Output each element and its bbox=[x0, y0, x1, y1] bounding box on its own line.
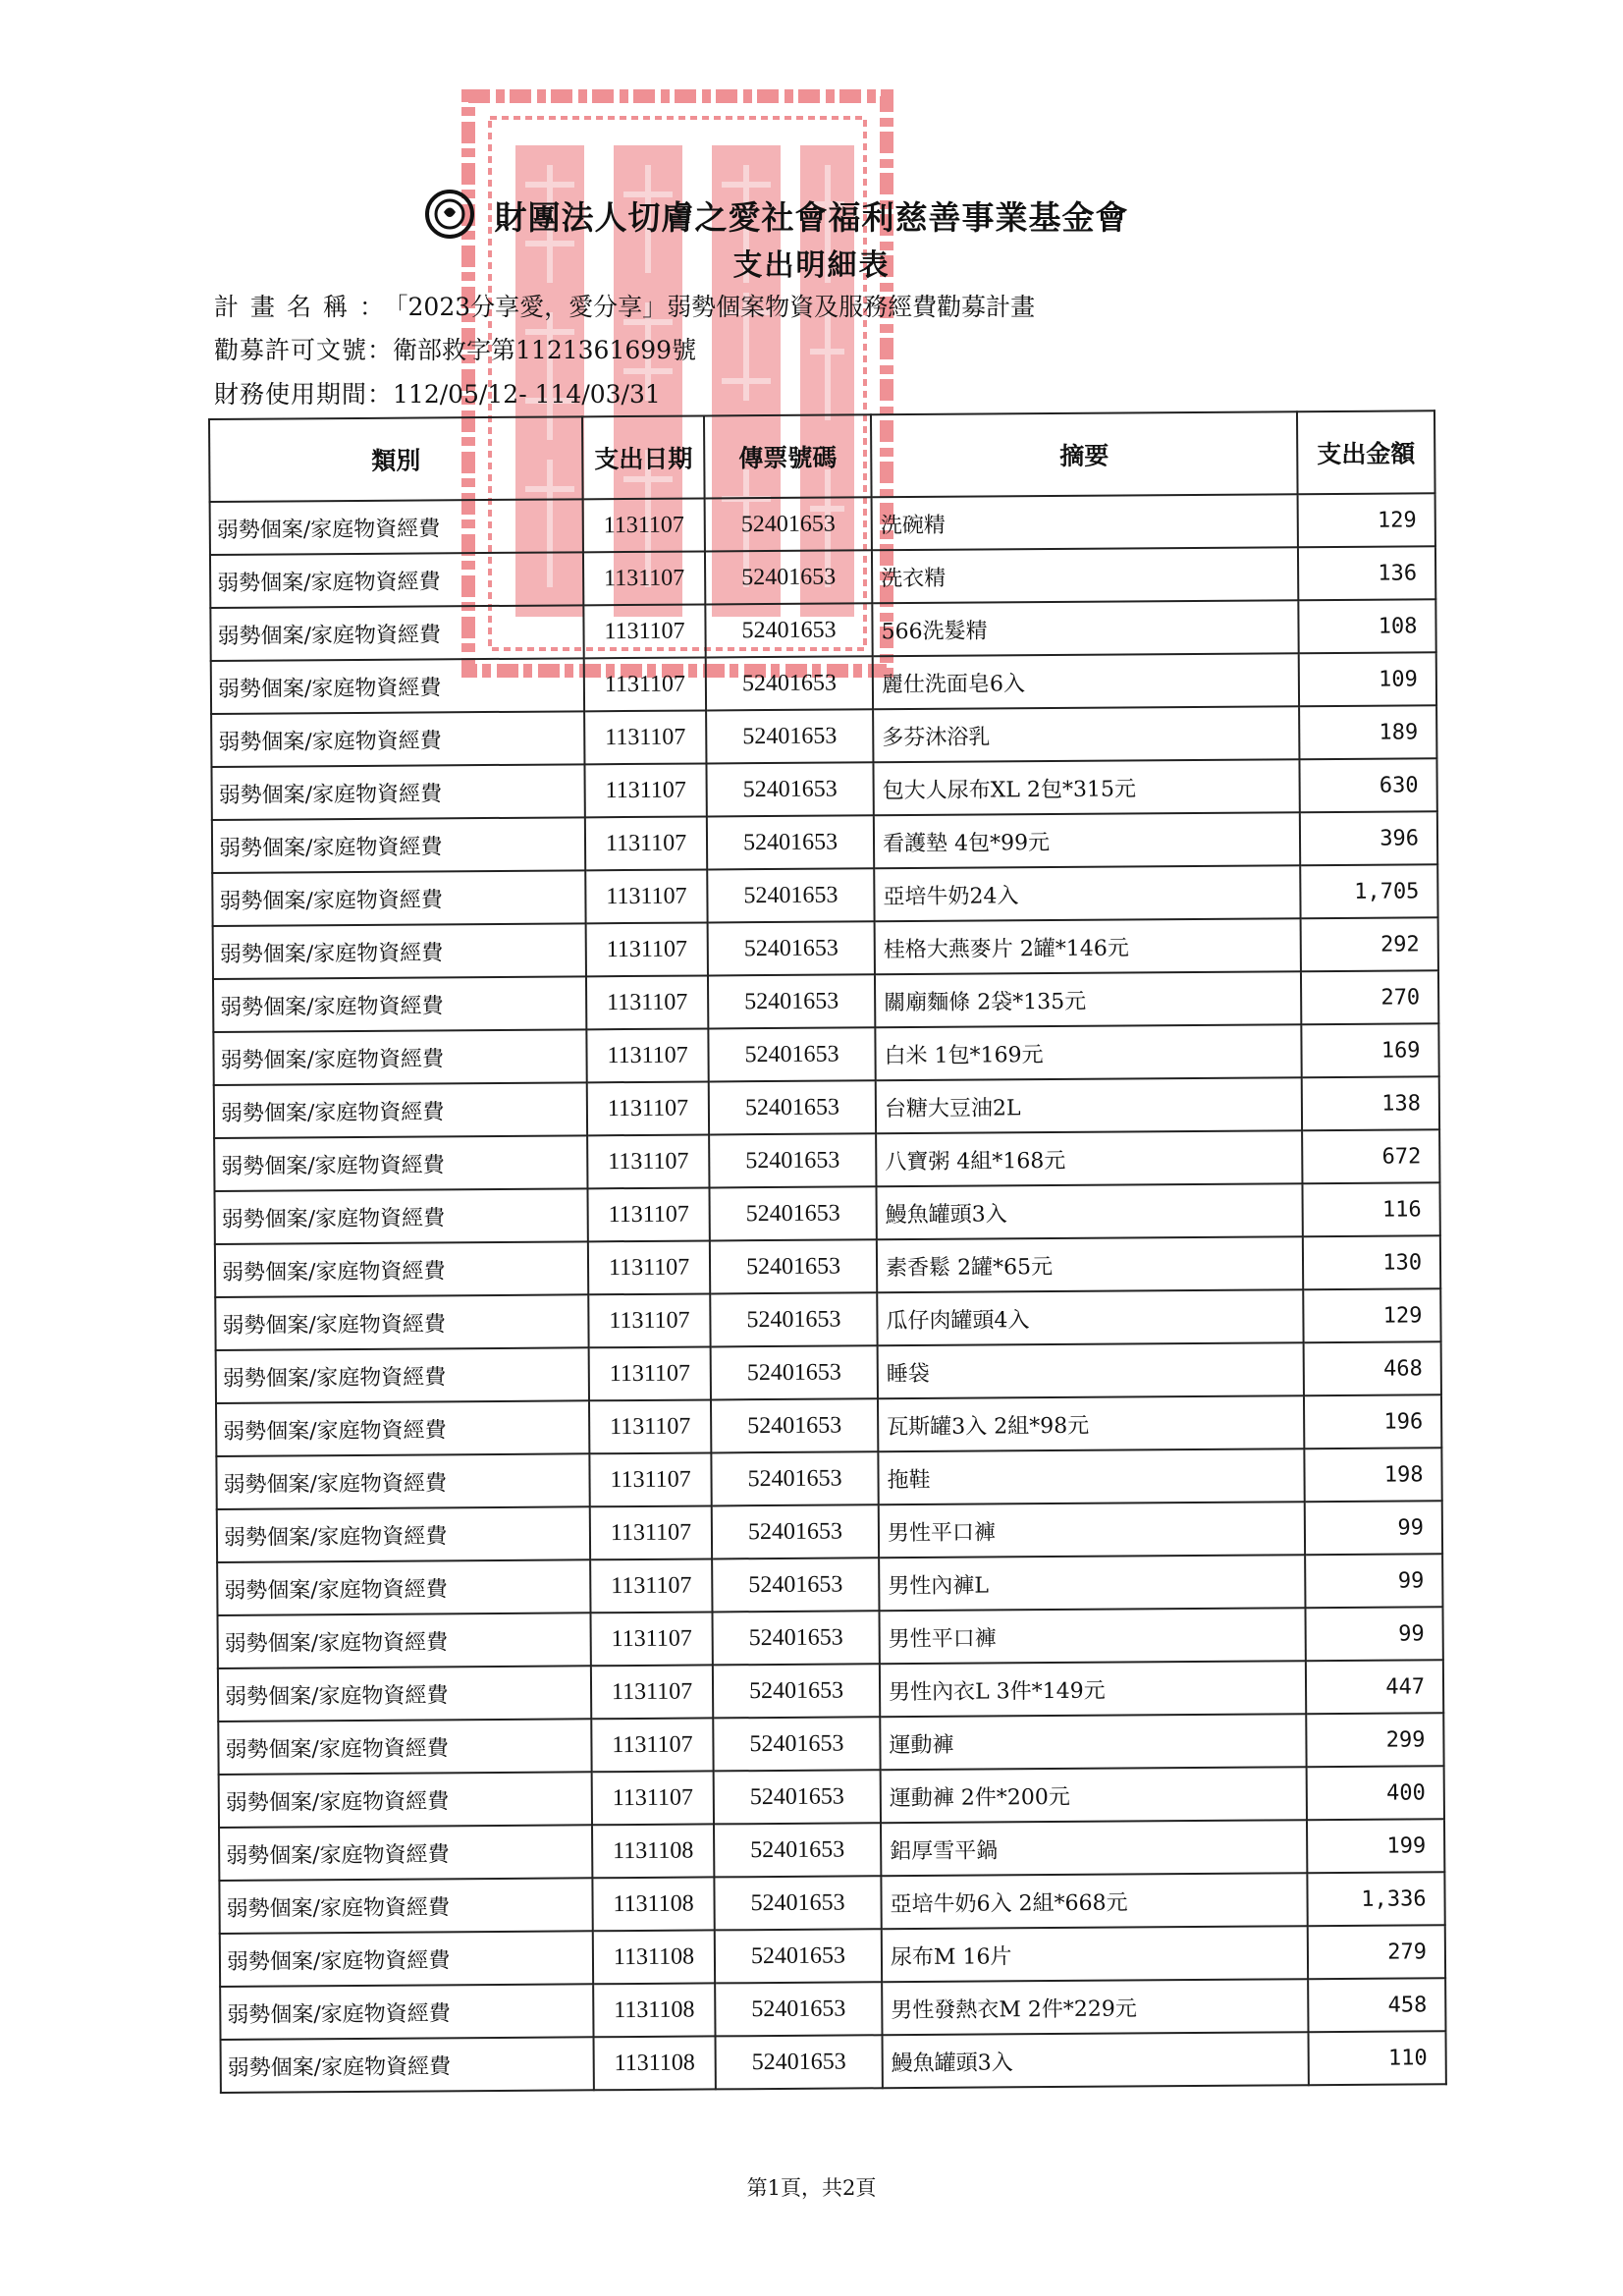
cell-category: 弱勢個案/家庭物資經費 bbox=[210, 552, 583, 608]
cell-description: 鋁厚雪平鍋 bbox=[881, 1820, 1307, 1876]
cell-description: 男性平口褲 bbox=[879, 1608, 1305, 1664]
cell-date: 1131107 bbox=[587, 1134, 709, 1188]
cell-category: 弱勢個案/家庭物資經費 bbox=[219, 1772, 592, 1828]
table-row bbox=[210, 493, 1435, 555]
cell-description: 麗仕洗面皂6入 bbox=[873, 653, 1299, 709]
cell-date: 1131107 bbox=[585, 869, 707, 923]
cell-amount: 110 bbox=[1308, 2031, 1445, 2085]
cell-category: 弱勢個案/家庭物資經費 bbox=[213, 923, 586, 979]
cell-amount: 400 bbox=[1307, 1766, 1444, 1820]
cell-category: 弱勢個案/家庭物資經費 bbox=[214, 1082, 587, 1138]
cell-description: 拖鞋 bbox=[878, 1449, 1304, 1504]
cell-voucher: 52401653 bbox=[706, 656, 873, 710]
cell-date: 1131108 bbox=[594, 2036, 716, 2090]
cell-amount: 99 bbox=[1305, 1554, 1442, 1608]
cell-amount: 196 bbox=[1304, 1394, 1441, 1449]
cell-description: 男性平口褲 bbox=[879, 1502, 1305, 1558]
cell-voucher: 52401653 bbox=[707, 868, 874, 922]
cell-category: 弱勢個案/家庭物資經費 bbox=[212, 817, 585, 873]
table-row bbox=[213, 1023, 1438, 1085]
cell-date: 1131107 bbox=[583, 604, 705, 658]
cell-voucher: 52401653 bbox=[706, 762, 873, 816]
cell-category: 弱勢個案/家庭物資經費 bbox=[218, 1613, 591, 1668]
cell-amount: 99 bbox=[1305, 1501, 1442, 1555]
cell-description: 亞培牛奶24入 bbox=[874, 865, 1300, 921]
cell-voucher: 52401653 bbox=[714, 1876, 881, 1930]
cell-voucher: 52401653 bbox=[706, 709, 873, 763]
cell-amount: 130 bbox=[1303, 1235, 1440, 1289]
cell-voucher: 52401653 bbox=[705, 497, 872, 551]
cell-category: 弱勢個案/家庭物資經費 bbox=[210, 499, 583, 555]
expense-table bbox=[208, 410, 1447, 2094]
cell-description: 運動褲 bbox=[880, 1714, 1306, 1770]
cell-description: 尿布M 16片 bbox=[882, 1926, 1308, 1982]
cell-category: 弱勢個案/家庭物資經費 bbox=[211, 658, 584, 714]
column-header-amount: 支出金額 bbox=[1297, 410, 1435, 494]
table-row bbox=[220, 1978, 1445, 2040]
table-row bbox=[218, 1607, 1443, 1668]
cell-category: 弱勢個案/家庭物資經費 bbox=[213, 976, 586, 1032]
cell-date: 1131107 bbox=[583, 551, 705, 605]
cell-category: 弱勢個案/家庭物資經費 bbox=[220, 1931, 593, 1987]
cell-voucher: 52401653 bbox=[710, 1239, 877, 1293]
cell-category: 弱勢個案/家庭物資經費 bbox=[219, 1825, 592, 1881]
page-number: 第1頁，共2頁 bbox=[746, 2176, 877, 2200]
cell-date: 1131108 bbox=[592, 1824, 714, 1878]
cell-amount: 468 bbox=[1304, 1341, 1441, 1395]
table-row bbox=[218, 1660, 1443, 1722]
cell-description: 男性內褲L bbox=[879, 1555, 1305, 1611]
cell-date: 1131107 bbox=[591, 1612, 713, 1666]
cell-date: 1131107 bbox=[590, 1505, 712, 1559]
cell-category: 弱勢個案/家庭物資經費 bbox=[214, 1135, 587, 1191]
cell-date: 1131107 bbox=[584, 710, 706, 764]
table-row bbox=[214, 1182, 1439, 1244]
cell-date: 1131108 bbox=[592, 1877, 714, 1931]
cell-amount: 116 bbox=[1302, 1182, 1439, 1236]
cell-amount: 136 bbox=[1298, 546, 1435, 600]
cell-amount: 672 bbox=[1302, 1129, 1439, 1183]
cell-voucher: 52401653 bbox=[716, 2035, 883, 2089]
cell-date: 1131107 bbox=[585, 816, 707, 870]
table-row bbox=[217, 1554, 1442, 1615]
cell-description: 鰻魚罐頭3入 bbox=[876, 1183, 1302, 1239]
cell-date: 1131107 bbox=[591, 1718, 713, 1772]
cell-voucher: 52401653 bbox=[713, 1664, 880, 1718]
cell-amount: 129 bbox=[1303, 1288, 1440, 1342]
cell-voucher: 52401653 bbox=[708, 974, 875, 1028]
column-header-date: 支出日期 bbox=[582, 415, 705, 499]
column-header-voucher: 傳票號碼 bbox=[704, 414, 872, 498]
cell-category: 弱勢個案/家庭物資經費 bbox=[215, 1294, 588, 1350]
column-header-description: 摘要 bbox=[871, 411, 1298, 497]
cell-description: 男性內衣L 3件*149元 bbox=[880, 1661, 1306, 1717]
cell-description: 包大人尿布XL 2包*315元 bbox=[873, 759, 1299, 815]
cell-category: 弱勢個案/家庭物資經費 bbox=[217, 1506, 590, 1562]
table-row bbox=[216, 1448, 1441, 1509]
cell-description: 台糖大豆油2L bbox=[876, 1077, 1302, 1133]
table-row bbox=[215, 1235, 1440, 1297]
cell-category: 弱勢個案/家庭物資經費 bbox=[212, 870, 585, 926]
cell-amount: 447 bbox=[1306, 1660, 1443, 1714]
cell-amount: 1,336 bbox=[1307, 1872, 1444, 1926]
plan-name-line bbox=[214, 288, 1035, 323]
cell-description: 八寶粥 4組*168元 bbox=[876, 1130, 1302, 1186]
cell-description: 運動褲 2件*200元 bbox=[881, 1767, 1307, 1823]
cell-category: 弱勢個案/家庭物資經費 bbox=[221, 2037, 594, 2093]
cell-date: 1131107 bbox=[586, 975, 708, 1029]
cell-description: 鰻魚罐頭3入 bbox=[883, 2032, 1309, 2088]
usage-period-line bbox=[214, 375, 661, 410]
cell-date: 1131107 bbox=[586, 922, 708, 976]
cell-date: 1131107 bbox=[583, 498, 705, 552]
cell-date: 1131107 bbox=[586, 1028, 708, 1082]
table-row bbox=[212, 811, 1437, 873]
cell-voucher: 52401653 bbox=[709, 1133, 876, 1187]
cell-voucher: 52401653 bbox=[705, 550, 872, 604]
table-row bbox=[218, 1713, 1443, 1775]
sheet-title: 支出明細表 bbox=[732, 248, 891, 283]
cell-category: 弱勢個案/家庭物資經費 bbox=[218, 1666, 591, 1722]
table-row bbox=[217, 1501, 1442, 1562]
cell-date: 1131107 bbox=[592, 1771, 714, 1825]
table-row bbox=[219, 1766, 1444, 1828]
table-row bbox=[213, 917, 1438, 979]
cell-amount: 169 bbox=[1301, 1023, 1438, 1077]
cell-date: 1131108 bbox=[593, 1983, 715, 2037]
cell-date: 1131107 bbox=[584, 657, 706, 711]
table-row bbox=[213, 970, 1438, 1032]
cell-description: 瓦斯罐3入 2組*98元 bbox=[878, 1395, 1304, 1451]
table-row bbox=[211, 705, 1436, 767]
cell-voucher: 52401653 bbox=[712, 1611, 879, 1665]
cell-date: 1131107 bbox=[588, 1293, 710, 1347]
cell-category: 弱勢個案/家庭物資經費 bbox=[218, 1719, 591, 1775]
table-row bbox=[212, 864, 1437, 926]
cell-date: 1131107 bbox=[590, 1558, 712, 1613]
cell-description: 睡袋 bbox=[878, 1342, 1304, 1398]
cell-category: 弱勢個案/家庭物資經費 bbox=[216, 1400, 589, 1456]
table-row bbox=[216, 1341, 1441, 1403]
cell-voucher: 52401653 bbox=[709, 1186, 876, 1240]
cell-amount: 198 bbox=[1304, 1448, 1441, 1502]
cell-amount: 129 bbox=[1298, 493, 1435, 547]
table-row bbox=[210, 546, 1435, 608]
table-row bbox=[215, 1288, 1440, 1350]
cell-amount: 1,705 bbox=[1300, 864, 1437, 918]
cell-amount: 458 bbox=[1308, 1978, 1445, 2032]
cell-amount: 199 bbox=[1307, 1819, 1444, 1873]
cell-voucher: 52401653 bbox=[710, 1292, 877, 1346]
cell-voucher: 52401653 bbox=[711, 1398, 878, 1452]
cell-date: 1131108 bbox=[593, 1930, 715, 1984]
cell-date: 1131107 bbox=[589, 1346, 711, 1400]
table-row bbox=[210, 599, 1435, 661]
organization-title: 財團法人切膚之愛社會福利慈善事業基金會 bbox=[494, 198, 1129, 237]
cell-voucher: 52401653 bbox=[705, 603, 872, 657]
permit-number-label: 勸募許可文號： bbox=[214, 336, 394, 364]
cell-date: 1131107 bbox=[591, 1665, 713, 1719]
table-row bbox=[211, 652, 1436, 714]
cell-category: 弱勢個案/家庭物資經費 bbox=[215, 1241, 588, 1297]
cell-amount: 138 bbox=[1302, 1076, 1439, 1130]
cell-category: 弱勢個案/家庭物資經費 bbox=[210, 605, 583, 661]
column-header-category: 類別 bbox=[209, 416, 583, 502]
cell-description: 瓜仔肉罐頭4入 bbox=[877, 1289, 1303, 1345]
table-row bbox=[220, 1925, 1445, 1987]
table-row bbox=[219, 1872, 1444, 1934]
usage-period-value: 112/05/12- 114/03/31 bbox=[393, 380, 661, 409]
table-row bbox=[211, 758, 1436, 820]
cell-amount: 292 bbox=[1301, 917, 1438, 971]
cell-description: 桂格大燕麥片 2罐*146元 bbox=[875, 918, 1301, 974]
cell-voucher: 52401653 bbox=[712, 1504, 879, 1558]
cell-category: 弱勢個案/家庭物資經費 bbox=[213, 1029, 586, 1085]
cell-description: 男性發熱衣M 2件*229元 bbox=[882, 1979, 1308, 2035]
plan-name-value: 「2023分享愛，愛分享」弱勢個案物資及服務經費勸募計畫 bbox=[396, 293, 1036, 321]
cell-amount: 396 bbox=[1300, 811, 1437, 865]
cell-date: 1131107 bbox=[584, 763, 706, 817]
cell-voucher: 52401653 bbox=[708, 921, 875, 975]
cell-description: 亞培牛奶6入 2組*668元 bbox=[881, 1873, 1307, 1929]
cell-date: 1131107 bbox=[588, 1240, 710, 1294]
cell-date: 1131107 bbox=[589, 1452, 711, 1506]
permit-number-value: 衛部救字第1121361699號 bbox=[393, 336, 697, 364]
cell-voucher: 52401653 bbox=[714, 1770, 881, 1824]
cell-date: 1131107 bbox=[587, 1081, 709, 1135]
table-row bbox=[214, 1076, 1439, 1138]
cell-category: 弱勢個案/家庭物資經費 bbox=[220, 1984, 593, 2040]
cell-category: 弱勢個案/家庭物資經費 bbox=[211, 711, 584, 767]
cell-voucher: 52401653 bbox=[711, 1345, 878, 1399]
cell-voucher: 52401653 bbox=[707, 815, 874, 869]
cell-voucher: 52401653 bbox=[714, 1823, 881, 1877]
cell-description: 洗衣精 bbox=[872, 547, 1298, 603]
cell-amount: 108 bbox=[1298, 599, 1435, 653]
cell-category: 弱勢個案/家庭物資經費 bbox=[214, 1188, 587, 1244]
cell-description: 多芬沐浴乳 bbox=[873, 706, 1299, 762]
cell-date: 1131107 bbox=[589, 1399, 711, 1453]
cell-description: 白米 1包*169元 bbox=[875, 1024, 1301, 1080]
table-row bbox=[216, 1394, 1441, 1456]
cell-category: 弱勢個案/家庭物資經費 bbox=[219, 1878, 592, 1934]
table-row bbox=[221, 2031, 1446, 2093]
cell-voucher: 52401653 bbox=[713, 1717, 880, 1771]
permit-number-line bbox=[214, 331, 696, 366]
cell-description: 566洗髮精 bbox=[872, 600, 1298, 656]
cell-category: 弱勢個案/家庭物資經費 bbox=[217, 1559, 590, 1615]
cell-description: 素香鬆 2罐*65元 bbox=[877, 1236, 1303, 1292]
table-body bbox=[210, 493, 1446, 2093]
cell-description: 洗碗精 bbox=[872, 494, 1298, 550]
cell-voucher: 52401653 bbox=[715, 1929, 882, 1983]
cell-amount: 630 bbox=[1299, 758, 1436, 812]
cell-amount: 270 bbox=[1301, 970, 1438, 1024]
cell-amount: 299 bbox=[1306, 1713, 1443, 1767]
cell-date: 1131107 bbox=[587, 1187, 709, 1241]
table-row bbox=[219, 1819, 1444, 1881]
cell-voucher: 52401653 bbox=[711, 1451, 878, 1505]
cell-amount: 189 bbox=[1299, 705, 1436, 759]
cell-voucher: 52401653 bbox=[712, 1558, 879, 1612]
table-row bbox=[214, 1129, 1439, 1191]
cell-voucher: 52401653 bbox=[709, 1080, 876, 1134]
cell-category: 弱勢個案/家庭物資經費 bbox=[216, 1347, 589, 1403]
cell-category: 弱勢個案/家庭物資經費 bbox=[211, 764, 584, 820]
cell-amount: 279 bbox=[1308, 1925, 1445, 1979]
cell-description: 看護墊 4包*99元 bbox=[874, 812, 1300, 868]
plan-name-label: 計畫名稱： bbox=[214, 293, 397, 321]
cell-description: 關廟麵條 2袋*135元 bbox=[875, 971, 1301, 1027]
cell-category: 弱勢個案/家庭物資經費 bbox=[216, 1453, 589, 1509]
table-header-row bbox=[209, 410, 1435, 502]
cell-voucher: 52401653 bbox=[708, 1027, 875, 1081]
cell-voucher: 52401653 bbox=[715, 1982, 882, 2036]
cell-amount: 99 bbox=[1305, 1607, 1442, 1661]
usage-period-label: 財務使用期間： bbox=[214, 380, 394, 409]
cell-amount: 109 bbox=[1299, 652, 1436, 706]
